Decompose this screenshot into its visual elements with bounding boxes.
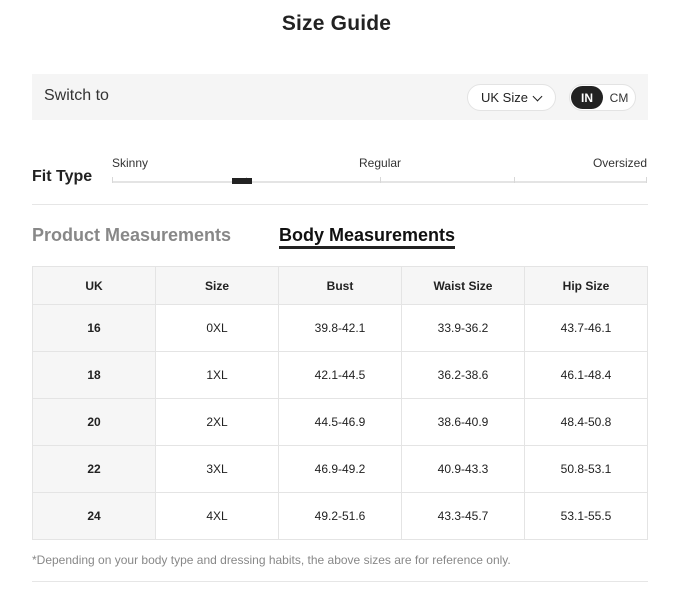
fit-regular-label: Regular: [359, 156, 402, 170]
cell-uk: 16: [33, 305, 156, 352]
page-title: Size Guide: [281, 12, 392, 35]
table-row: [33, 352, 648, 399]
chevron-down-icon: [533, 92, 543, 102]
cell-uk: 24: [33, 493, 156, 540]
cell-hip: 50.8-53.1: [525, 446, 648, 493]
header-bust: Bust: [279, 267, 402, 305]
cell-hip: 48.4-50.8: [525, 399, 648, 446]
cell-size: 1XL: [156, 352, 279, 399]
header-size: Size: [156, 267, 279, 305]
table-row: [33, 399, 648, 446]
size-system-value: UK Size: [481, 90, 528, 105]
header-waist: Waist Size: [402, 267, 525, 305]
unit-switch-bar: [32, 74, 648, 120]
cell-bust: 44.5-46.9: [279, 399, 402, 446]
section-divider: [32, 204, 648, 205]
unit-cm-button[interactable]: CM: [609, 90, 629, 105]
fit-level-marker: [232, 178, 252, 184]
bottom-divider: [32, 581, 648, 582]
cell-hip: 43.7-46.1: [525, 305, 648, 352]
unit-in-button[interactable]: IN: [571, 86, 603, 109]
table-row: [33, 493, 648, 540]
table-row: [33, 305, 648, 352]
active-tab-indicator: [279, 246, 455, 249]
cell-bust: 49.2-51.6: [279, 493, 402, 540]
tab-body-measurements[interactable]: Body Measurements: [279, 225, 456, 245]
cell-waist: 38.6-40.9: [402, 399, 525, 446]
header-hip: Hip Size: [525, 267, 648, 305]
cell-bust: 39.8-42.1: [279, 305, 402, 352]
size-system-select[interactable]: [467, 84, 556, 111]
tab-product-measurements[interactable]: Product Measurements: [32, 225, 232, 245]
cell-size: 4XL: [156, 493, 279, 540]
fit-scale-tick: [112, 177, 113, 183]
cell-size: 3XL: [156, 446, 279, 493]
fit-scale-tick: [514, 177, 515, 183]
cell-hip: 46.1-48.4: [525, 352, 648, 399]
table-header-row: [33, 267, 648, 305]
cell-size: 0XL: [156, 305, 279, 352]
cell-waist: 40.9-43.3: [402, 446, 525, 493]
cell-hip: 53.1-55.5: [525, 493, 648, 540]
footnote: *Depending on your body type and dressing habits, the above sizes are for reference only.: [32, 553, 511, 567]
cell-bust: 42.1-44.5: [279, 352, 402, 399]
cell-waist: 43.3-45.7: [402, 493, 525, 540]
switch-label: Switch to: [44, 87, 109, 104]
fit-skinny-label: Skinny: [112, 156, 149, 170]
size-table: [32, 266, 648, 540]
fit-scale-tick: [380, 177, 381, 183]
cell-uk: 20: [33, 399, 156, 446]
cell-size: 2XL: [156, 399, 279, 446]
unit-toggle: [569, 84, 636, 111]
cell-uk: 18: [33, 352, 156, 399]
cell-bust: 46.9-49.2: [279, 446, 402, 493]
cell-waist: 33.9-36.2: [402, 305, 525, 352]
fit-scale-tick: [646, 177, 647, 183]
fit-oversized-label: Oversized: [592, 156, 647, 170]
cell-uk: 22: [33, 446, 156, 493]
table-row: [33, 446, 648, 493]
cell-waist: 36.2-38.6: [402, 352, 525, 399]
fit-type-label: Fit Type: [32, 168, 93, 185]
header-uk: UK: [33, 267, 156, 305]
